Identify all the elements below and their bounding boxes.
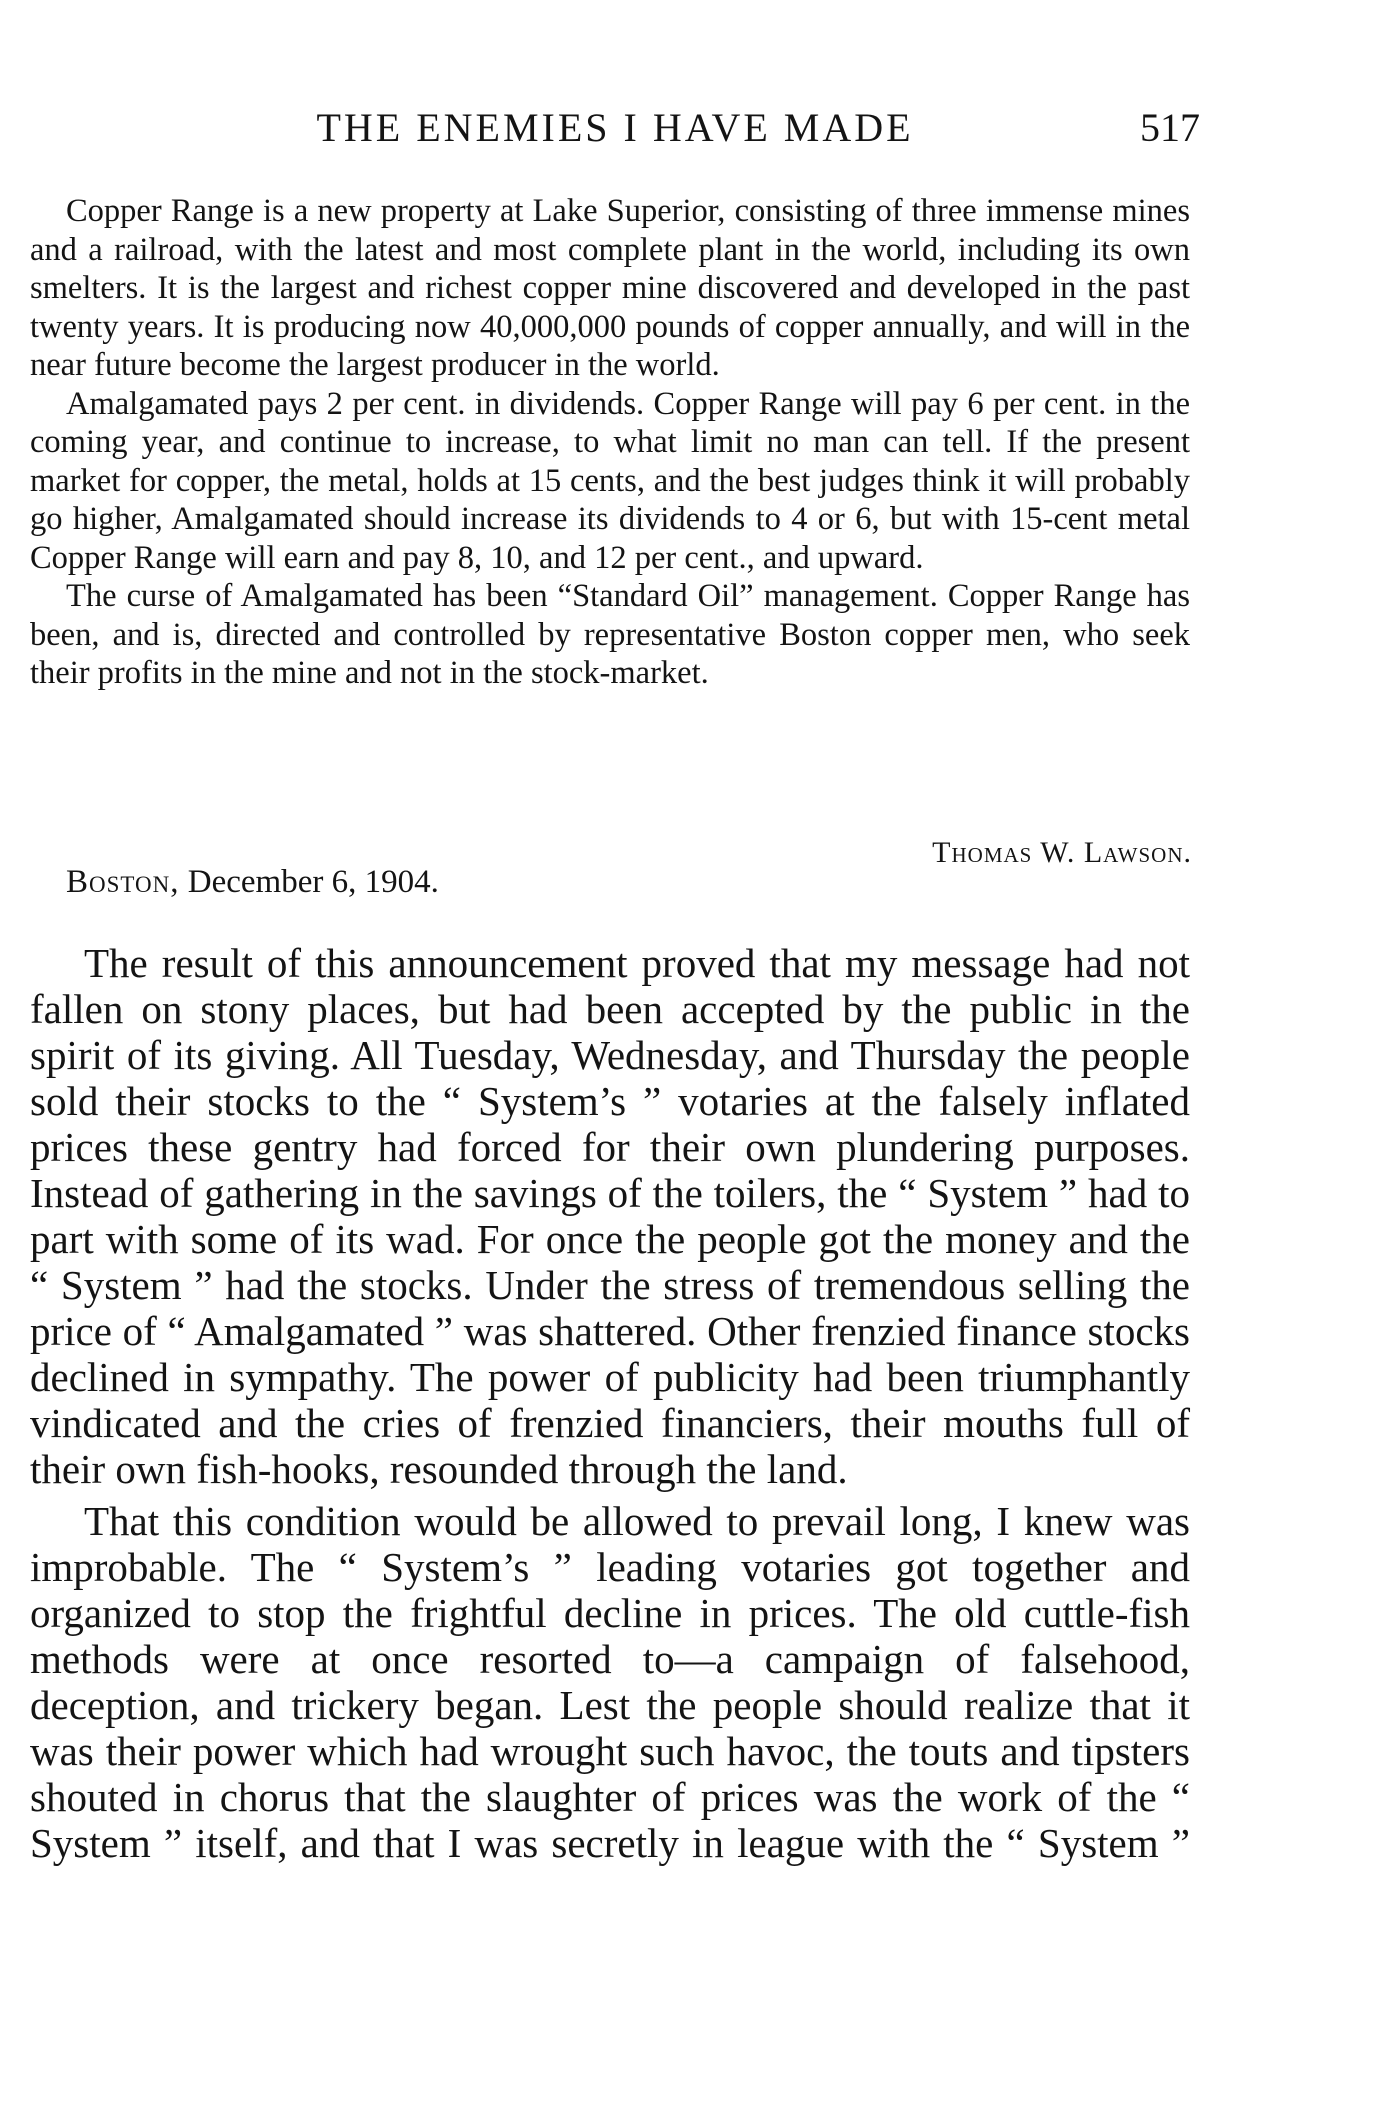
body-paragraph: That this condition would be allowed to prevail long, I knew was improbable. The “ System’s ” leading votaries got together and organized to stop the frightful decline in prices. The old cuttle-fish methods were at once resorted to—a campaign of falsehood, deception, and trickery began. Lest the people should realize that it was their power which had wrought such havoc, the touts and tipsters shouted in chorus that the slaughter of prices was the work of the “ System ” itself, and that I was secretly in league with the “ System ” (30, 1498, 1190, 1866)
page-number: 517 (1140, 105, 1200, 150)
notice-paragraph: The curse of Amalgamated has been “Standard Oil” management. Copper Range has been, and is, directed and controlled by representative Boston copper men, who seek their profits in the mine and not in the stock-market. (30, 578, 1190, 691)
body-text (30, 940, 1190, 1866)
notice-paragraph: Amalgamated pays 2 per cent. in dividends. Copper Range will pay 6 per cent. in the coming year, and continue to increase, to what limit no man can tell. If the present market for copper, the metal, holds at 15 cents, and the best judges think it will probably go higher, Amalgamated should increase its dividends to 4 or 6, but with 15-cent metal Copper Range will earn and pay 8, 10, and 12 per cent., and upward. (30, 385, 1190, 576)
notice-dateline (66, 864, 439, 901)
body-paragraph: The result of this announcement proved that my message had not fallen on stony places, but had been accepted by the public in the spirit of its giving. All Tuesday, Wednesday, and Thursday the people sold their stocks to the “ System’s ” votaries at the falsely inflated prices these gentry had forced for their own plundering purposes. Instead of gathering in the savings of the toilers, the “ System ” had to part with some of its wad. For once the people got the money and the “ System ” had the stocks. Under the stress of tremendous selling the price of “ Amalgamated ” was shattered. Other frenzied finance stocks declined in sympathy. The power of publicity had been triumphantly vindicated and the cries of frenzied financiers, their mouths full of their own fish-hooks, resounded through the land. (30, 940, 1190, 1492)
quoted-notice (30, 192, 1190, 693)
notice-paragraph: Copper Range is a new property at Lake Superior, consisting of three immense mines and a railroad, with the latest and most complete plant in the world, including its own smelters. It is the largest and richest copper mine discovered and developed in the past twenty years. It is producing now 40,000,000 pounds of copper annually, and will in the near future become the largest producer in the world. (30, 193, 1190, 383)
notice-signature: Thomas W. Lawson. (932, 836, 1192, 869)
running-title: THE ENEMIES I HAVE MADE (316, 105, 914, 150)
dateline-date: December 6, 1904. (187, 864, 439, 900)
dateline-place: Boston, (66, 864, 180, 900)
running-head (30, 98, 1200, 158)
